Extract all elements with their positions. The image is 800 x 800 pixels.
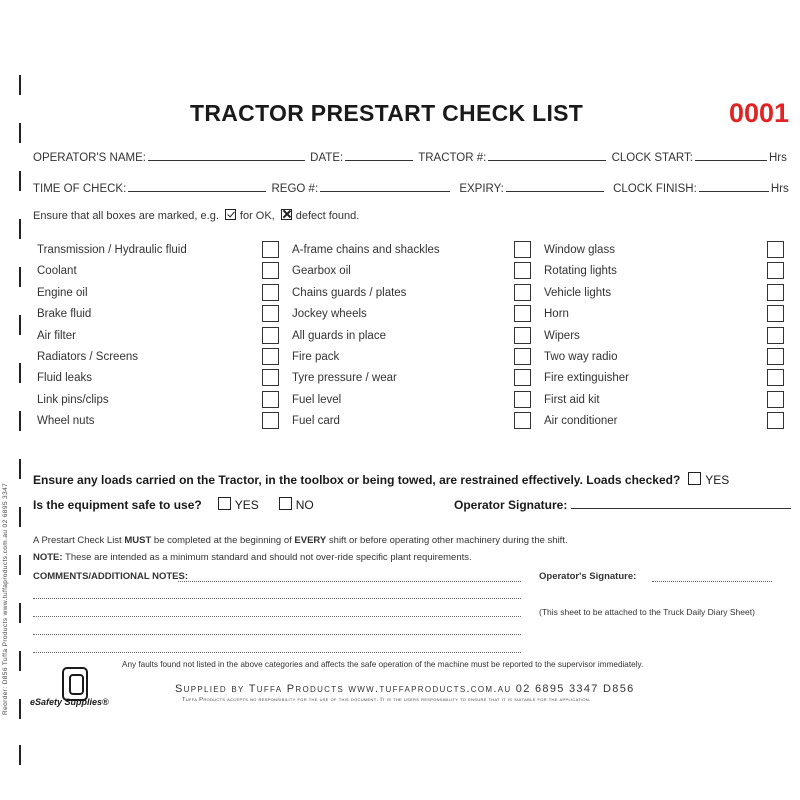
expiry-label: EXPIRY:	[459, 183, 504, 195]
check-box[interactable]	[767, 412, 784, 429]
binding-mark	[19, 171, 21, 191]
instruction-line	[33, 535, 568, 546]
check-box[interactable]	[262, 348, 279, 365]
binding-mark	[19, 459, 21, 479]
check-item-label: Air filter	[37, 330, 76, 342]
note-label: NOTE:	[33, 552, 63, 563]
check-item-label: Tyre pressure / wear	[292, 372, 397, 384]
operator-signature-notes-field[interactable]	[652, 581, 772, 582]
comments-label: COMMENTS/ADDITIONAL NOTES:	[33, 571, 188, 582]
check-item-label: Chains guards / plates	[292, 287, 407, 299]
check-box[interactable]	[767, 369, 784, 386]
safe-question: Is the equipment safe to use?	[33, 498, 202, 512]
check-item-label: Transmission / Hydraulic fluid	[37, 244, 187, 256]
check-item-label: Fire extinguisher	[544, 372, 630, 384]
tick-icon	[225, 209, 236, 220]
clock-finish-label: CLOCK FINISH:	[613, 183, 697, 195]
legend-intro: Ensure that all boxes are marked, e.g.	[33, 210, 219, 222]
legend-ok: for OK,	[239, 210, 275, 222]
check-box[interactable]	[514, 412, 531, 429]
check-item-label: Gearbox oil	[292, 265, 351, 277]
clock-finish-field[interactable]	[699, 181, 769, 192]
loads-yes-checkbox[interactable]	[688, 472, 701, 485]
comments-line[interactable]	[33, 652, 521, 653]
field-row-1	[33, 150, 787, 164]
check-item-label: Air conditioner	[544, 415, 618, 427]
safe-yes-checkbox[interactable]	[218, 497, 231, 510]
check-item-label: Coolant	[37, 265, 77, 277]
clock-start-field[interactable]	[695, 150, 767, 161]
legend-row	[33, 209, 359, 222]
hrs-label: Hrs	[768, 152, 787, 164]
check-box[interactable]	[767, 327, 784, 344]
check-item-label: Fuel level	[292, 394, 342, 406]
check-item-label: Radiators / Screens	[37, 351, 138, 363]
comments-line[interactable]	[33, 598, 521, 599]
check-box[interactable]	[514, 284, 531, 301]
binding-mark	[19, 699, 21, 719]
safe-no-checkbox[interactable]	[279, 497, 292, 510]
check-item-label: All guards in place	[292, 330, 386, 342]
comments-line[interactable]	[33, 634, 521, 635]
binding-mark	[19, 75, 21, 95]
check-item-label: First aid kit	[544, 394, 600, 406]
tractor-label: TRACTOR #:	[418, 152, 487, 164]
check-box[interactable]	[262, 284, 279, 301]
brand-name: eSafety Supplies®	[30, 697, 109, 707]
check-box[interactable]	[262, 327, 279, 344]
esafety-logo-icon	[62, 667, 88, 701]
operator-name-label: OPERATOR'S NAME:	[33, 152, 146, 164]
check-box[interactable]	[767, 391, 784, 408]
check-box[interactable]	[514, 369, 531, 386]
operator-signature-row	[454, 497, 791, 512]
check-item-label: Brake fluid	[37, 308, 92, 320]
check-box[interactable]	[514, 305, 531, 322]
check-item-label: Jockey wheels	[292, 308, 367, 320]
check-item-label: Two way radio	[544, 351, 618, 363]
check-item-label: Horn	[544, 308, 569, 320]
loads-yes-label: YES	[705, 473, 730, 487]
check-item-label: Vehicle lights	[544, 287, 612, 299]
check-box[interactable]	[514, 262, 531, 279]
loads-row	[33, 472, 729, 487]
binding-mark	[19, 745, 21, 765]
check-box[interactable]	[514, 241, 531, 258]
note-text: These are intended as a minimum standard and should not over-ride specific plant requirements.	[65, 552, 472, 563]
hrs-label: Hrs	[770, 183, 789, 195]
tractor-field[interactable]	[488, 150, 606, 161]
check-box[interactable]	[767, 348, 784, 365]
binding-mark	[19, 555, 21, 575]
expiry-field[interactable]	[506, 181, 604, 192]
binding-mark	[19, 603, 21, 623]
check-item-label: Window glass	[544, 244, 615, 256]
binding-mark	[19, 363, 21, 383]
check-box[interactable]	[767, 284, 784, 301]
operator-signature-field[interactable]	[571, 497, 791, 509]
check-box[interactable]	[514, 391, 531, 408]
legend-defect: defect found.	[295, 210, 360, 222]
check-item-label: Fluid leaks	[37, 372, 92, 384]
check-box[interactable]	[262, 262, 279, 279]
comments-line[interactable]	[178, 581, 521, 582]
instruction-text: A Prestart Check List	[33, 535, 122, 546]
check-box[interactable]	[262, 412, 279, 429]
operator-signature-label: Operator Signature:	[454, 498, 568, 512]
safe-yes-label: YES	[234, 498, 259, 512]
field-row-2	[33, 181, 789, 195]
check-box[interactable]	[767, 305, 784, 322]
binding-mark	[19, 219, 21, 239]
time-of-check-label: TIME OF CHECK:	[33, 183, 127, 195]
check-item-label: A-frame chains and shackles	[292, 244, 440, 256]
check-box[interactable]	[262, 369, 279, 386]
check-box[interactable]	[767, 241, 784, 258]
binding-mark	[19, 267, 21, 287]
binding-marks	[19, 75, 21, 765]
check-item-label: Link pins/clips	[37, 394, 109, 406]
check-box[interactable]	[262, 391, 279, 408]
binding-mark	[19, 123, 21, 143]
loads-text: Ensure any loads carried on the Tractor, in the toolbox or being towed, are restrained effectively. Loads checked?	[33, 473, 681, 487]
supplied-by: Supplied by Tuffa Products www.tuffaproducts.com.au 02 6895 3347 D856	[175, 683, 635, 695]
form-number: 0001	[729, 98, 790, 128]
binding-mark	[19, 651, 21, 671]
comments-line[interactable]	[33, 616, 521, 617]
check-item-label: Fire pack	[292, 351, 340, 363]
rego-field[interactable]	[320, 181, 450, 192]
check-box[interactable]	[262, 305, 279, 322]
check-box[interactable]	[514, 348, 531, 365]
date-field[interactable]	[345, 150, 413, 161]
check-box[interactable]	[262, 241, 279, 258]
instruction-text: shift or before operating other machinery during the shift.	[328, 535, 568, 546]
date-label: DATE:	[310, 152, 344, 164]
binding-mark	[19, 315, 21, 335]
binding-mark	[19, 507, 21, 527]
attach-note: (This sheet to be attached to the Truck Daily Diary Sheet)	[539, 607, 755, 617]
instruction-every: EVERY	[294, 535, 327, 546]
operator-signature-notes-label: Operator's Signature:	[539, 571, 637, 582]
page-title: TRACTOR PRESTART CHECK LIST	[190, 100, 584, 126]
faults-note: Any faults found not listed in the above categories and affects the safe operation of the machine must be reported to the supervisor immediately.	[122, 660, 644, 669]
check-item-label: Engine oil	[37, 287, 88, 299]
safe-row	[33, 497, 314, 512]
cross-icon	[281, 209, 292, 220]
note-line	[33, 552, 472, 563]
check-item-label: Fuel card	[292, 415, 340, 427]
instruction-must: MUST	[124, 535, 152, 546]
binding-mark	[19, 411, 21, 431]
check-box[interactable]	[767, 262, 784, 279]
check-box[interactable]	[514, 327, 531, 344]
rego-label: REGO #:	[271, 183, 319, 195]
operator-name-field[interactable]	[148, 150, 305, 161]
time-of-check-field[interactable]	[128, 181, 266, 192]
safe-no-label: NO	[295, 498, 314, 512]
check-item-label: Wheel nuts	[37, 415, 95, 427]
clock-start-label: CLOCK START:	[611, 152, 693, 164]
instruction-text: be completed at the beginning of	[153, 535, 292, 546]
disclaimer: Tuffa Products accepts no responsibility for the use of this document. It is the users responsibility to ensure that it is suitable for the application.	[182, 697, 591, 703]
check-item-label: Rotating lights	[544, 265, 617, 277]
reorder-side-text: Reorder: D856 Tuffa Products www.tuffaproducts.com.au 02 6895 3347	[2, 482, 9, 715]
check-item-label: Wipers	[544, 330, 580, 342]
